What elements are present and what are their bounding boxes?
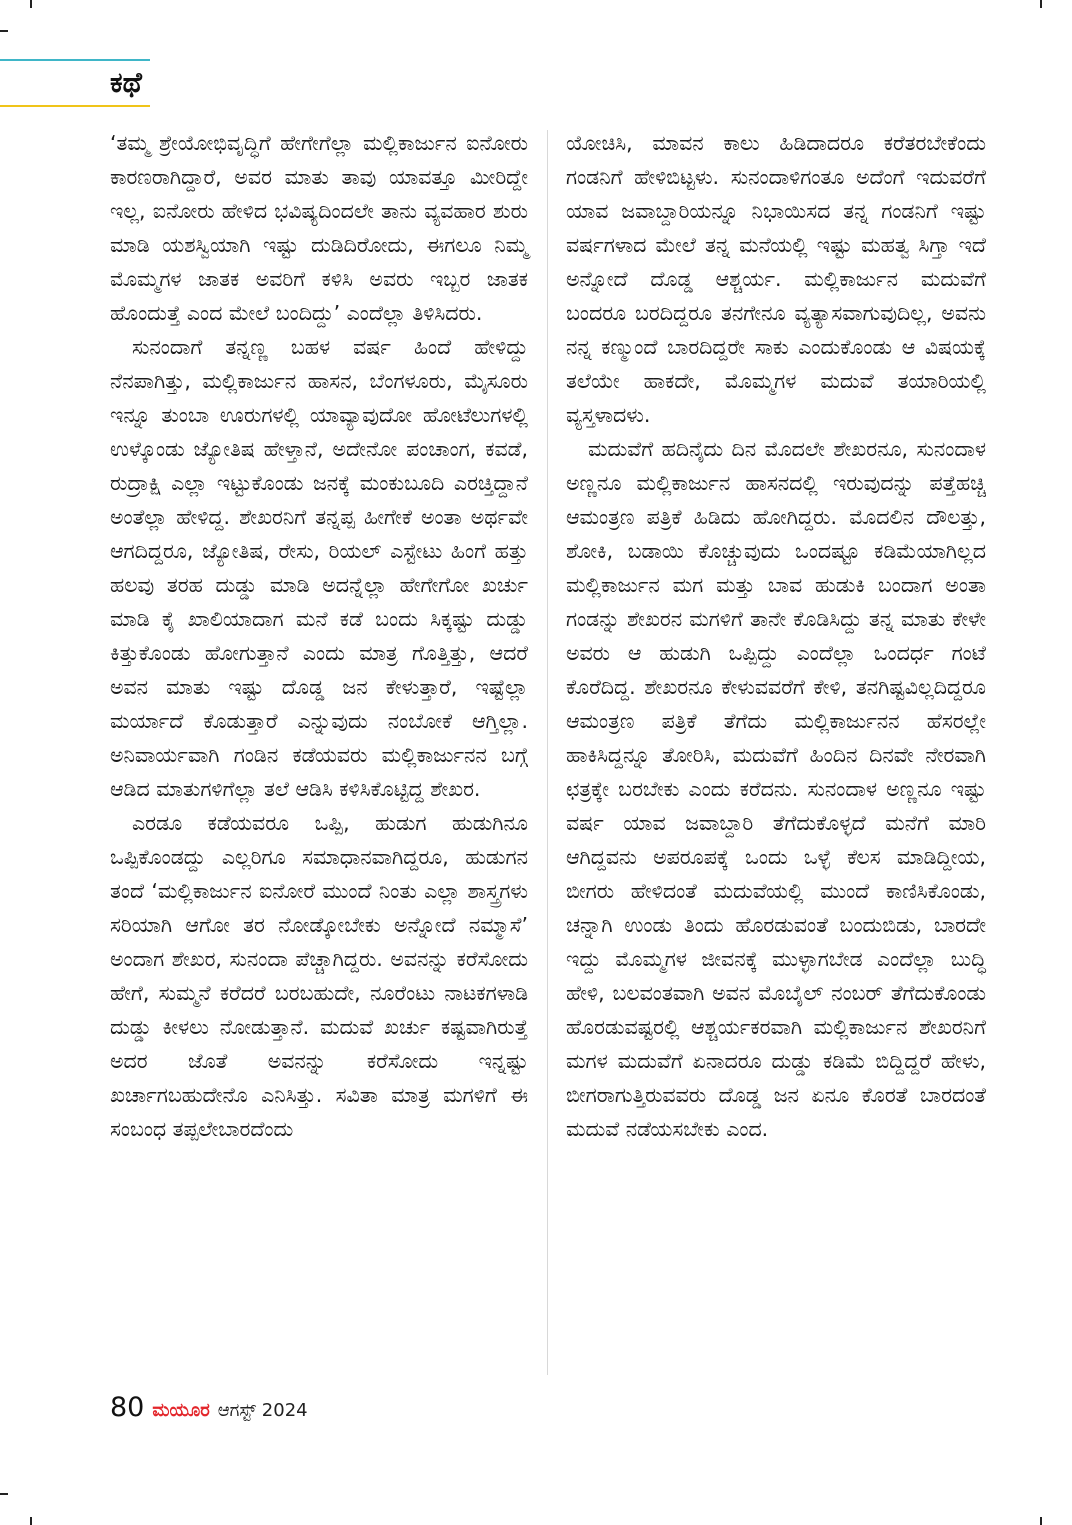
crop-mark-left-bottom (0, 1493, 8, 1495)
paragraph: ಎರಡೂ ಕಡೆಯವರೂ ಒಪ್ಪಿ, ಹುಡುಗ ಹುಡುಗಿನೂ ಒಪ್ಪಿಕೊಂಡದ್ದು ಎಲ್ಲರಿಗೂ ಸಮಾಧಾನವಾಗಿದ್ದರೂ, ಹುಡುಗನ ತಂದೆ ‘ಮಲ್ಲಿಕಾರ್ಜುನ ಐನೋರೆ ಮುಂದೆ ನಿಂತು ಎಲ್ಲಾ ಶಾಸ್ತ್ರಗಳು ಸರಿಯಾಗಿ ಆಗೋ ತರ ನೋಡ್ಕೋಬೇಕು ಅನ್ನೋದೆ ನಮ್ಮಾಸೆ’ ಅಂದಾಗ ಶೇಖರ, ಸುನಂದಾ ಪೆಚ್ಚಾಗಿದ್ದರು. ಅವನನ್ನು ಕರೆಸೋದು ಹೇಗೆ, ಸುಮ್ಮನೆ ಕರೆದರೆ ಬರಬಹುದೇ, ನೂರೆಂಟು ನಾಟಕಗಳಾಡಿ ದುಡ್ಡು ಕೀಳಲು ನೋಡುತ್ತಾನೆ. ಮದುವೆ ಖರ್ಚು ಕಷ್ಟವಾಗಿರುತ್ತೆ ಅದರ ಜೊತೆ ಅವನನ್ನು ಕರೆಸೋದು ಇನ್ನಷ್ಟು ಖರ್ಚಾಗಬಹುದೇನೊ ಎನಿಸಿತ್ತು. ಸವಿತಾ ಮಾತ್ರ ಮಗಳಿಗೆ ಈ ಸಂಬಂಧ ತಪ್ಪಲೇಬಾರದೆಂದು (110, 811, 528, 1141)
paragraph: ಮದುವೆಗೆ ಹದಿನೈದು ದಿನ ಮೊದಲೇ ಶೇಖರನೂ, ಸುನಂದಾಳ ಅಣ್ಣನೂ ಮಲ್ಲಿಕಾರ್ಜುನ ಹಾಸನದಲ್ಲಿ ಇರುವುದನ್ನು ಪತ್ತೆಹಚ್ಚಿ ಆಮಂತ್ರಣ ಪತ್ರಿಕೆ ಹಿಡಿದು ಹೋಗಿದ್ದರು. ಮೊದಲಿನ ದೌಲತ್ತು, ಶೋಕಿ, ಬಡಾಯಿ ಕೊಚ್ಚುವುದು ಒಂದಷ್ಟೂ ಕಡಿಮೆಯಾಗಿಲ್ಲದ ಮಲ್ಲಿಕಾರ್ಜುನ ಮಗ ಮತ್ತು ಬಾವ ಹುಡುಕಿ ಬಂದಾಗ ಅಂತಾ ಗಂಡನ್ನು ಶೇಖರನ ಮಗಳಿಗೆ ತಾನೇ ಕೊಡಿಸಿದ್ದು ತನ್ನ ಮಾತು ಕೇಳೇ ಅವರು ಆ ಹುಡುಗಿ ಒಪ್ಪಿದ್ದು ಎಂದೆಲ್ಲಾ ಒಂದರ್ಧ ಗಂಟೆ ಕೊರೆದಿದ್ದ. ಶೇಖರನೂ ಕೇಳುವವರೆಗೆ ಕೇಳಿ, ತನಗಿಷ್ಟವಿಲ್ಲದಿದ್ದರೂ ಆಮಂತ್ರಣ ಪತ್ರಿಕೆ ತೆಗೆದು ಮಲ್ಲಿಕಾರ್ಜುನನ ಹೆಸರಲ್ಲೇ ಹಾಕಿಸಿದ್ದನ್ನೂ ತೋರಿಸಿ, ಮದುವೆಗೆ ಹಿಂದಿನ ದಿನವೇ ನೇರವಾಗಿ ಛತ್ರಕ್ಕೇ ಬರಬೇಕು ಎಂದು ಕರೆದನು. ಸುನಂದಾಳ ಅಣ್ಣನೂ ಇಷ್ಟು ವರ್ಷ ಯಾವ ಜವಾಬ್ದಾರಿ ತೆಗೆದುಕೊಳ್ಳದೆ ಮನೆಗೆ ಮಾರಿ ಆಗಿದ್ದವನು ಅಪರೂಪಕ್ಕೆ ಒಂದು ಒಳ್ಳೆ ಕೆಲಸ ಮಾಡಿದ್ದೀಯ, ಬೀಗರು ಹೇಳಿದಂತೆ ಮದುವೆಯಲ್ಲಿ ಮುಂದೆ ಕಾಣಿಸಿಕೊಂಡು, ಚನ್ನಾಗಿ ಉಂಡು ತಿಂದು ಹೊರಡುವಂತೆ ಬಂದುಬಿಡು, ಬಾರದೇ ಇದ್ದು ಮೊಮ್ಮಗಳ ಜೀವನಕ್ಕೆ ಮುಳ್ಳಾಗಬೇಡ ಎಂದೆಲ್ಲಾ ಬುದ್ಧಿ ಹೇಳಿ, ಬಲವಂತವಾಗಿ ಅವನ ಮೊಬೈಲ್ ನಂಬರ್ ತೆಗೆದುಕೊಂಡು ಹೊರಡುವಷ್ಟರಲ್ಲಿ ಆಶ್ಚರ್ಯಕರವಾಗಿ ಮಲ್ಲಿಕಾರ್ಜುನ ಶೇಖರನಿಗೆ ಮಗಳ ಮದುವೆಗೆ ಏನಾದರೂ ದುಡ್ಡು ಕಡಿಮೆ ಬಿದ್ದಿದ್ದರೆ ಹೇಳು, ಬೀಗರಾಗುತ್ತಿರುವವರು ದೊಡ್ಡ ಜನ ಏನೂ ಕೊರತೆ ಬಾರದಂತೆ ಮದುವೆ ನಡೆಯಸಬೇಕು ಎಂದ. (566, 437, 986, 1141)
paragraph: ‘ತಮ್ಮ ಶ್ರೇಯೋಭಿವೃದ್ಧಿಗೆ ಹೇಗೇಗೆಲ್ಲಾ ಮಲ್ಲಿಕಾರ್ಜುನ ಐನೋರು ಕಾರಣರಾಗಿದ್ದಾರೆ, ಅವರ ಮಾತು ತಾವು ಯಾವತ್ತೂ ಮೀರಿದ್ದೇ ಇಲ್ಲ, ಐನೋರು ಹೇಳಿದ ಭವಿಷ್ಯದಿಂದಲೇ ತಾನು ವ್ಯವಹಾರ ಶುರು ಮಾಡಿ ಯಶಸ್ವಿಯಾಗಿ ಇಷ್ಟು ದುಡಿದಿರೋದು, ಈಗಲೂ ನಿಮ್ಮ ಮೊಮ್ಮಗಳ ಜಾತಕ ಅವರಿಗೆ ಕಳಿಸಿ ಅವರು ಇಬ್ಬರ ಜಾತಕ ಹೊಂದುತ್ತೆ ಎಂದ ಮೇಲೆ ಬಂದಿದ್ದು’ ಎಂದೆಲ್ಲಾ ತಿಳಿಸಿದರು. (110, 131, 528, 325)
crop-mark-bottom-right (1040, 1517, 1042, 1525)
page-number: 80 (110, 1392, 145, 1423)
crop-mark-top-right (1040, 0, 1042, 8)
crop-mark-top-left (30, 0, 32, 8)
section-title: ಕಥೆ (110, 66, 142, 99)
magazine-logo: ಮಯೂರ (152, 1400, 210, 1421)
crop-mark-bottom-left (30, 1517, 32, 1525)
crop-mark-left-top (0, 30, 8, 32)
column-divider (547, 130, 548, 1375)
issue-date: ಆಗಸ್ಟ್ 2024 (217, 1400, 308, 1421)
section-rule-bottom (0, 105, 150, 107)
paragraph: ಸುನಂದಾಗೆ ತನ್ನಣ್ಣ ಬಹಳ ವರ್ಷ ಹಿಂದೆ ಹೇಳಿದ್ದು ನೆನಪಾಗಿತ್ತು, ಮಲ್ಲಿಕಾರ್ಜುನ ಹಾಸನ, ಬೆಂಗಳೂರು, ಮೈಸೂರು ಇನ್ನೂ ತುಂಬಾ ಊರುಗಳಲ್ಲಿ ಯಾವ್ಯಾವುದೋ ಹೋಟೆಲುಗಳಲ್ಲಿ ಉಳ್ಕೊಂಡು ಜ್ಯೋತಿಷ ಹೇಳ್ತಾನೆ, ಅದೇನೋ ಪಂಚಾಂಗ, ಕವಡೆ, ರುದ್ರಾಕ್ಷಿ ಎಲ್ಲಾ ಇಟ್ಟುಕೊಂಡು ಜನಕ್ಕೆ ಮಂಕುಬೂದಿ ಎರಚ್ತಿದ್ದಾನೆ ಅಂತೆಲ್ಲಾ ಹೇಳಿದ್ದ. ಶೇಖರನಿಗೆ ತನ್ನಪ್ಪ ಹೀಗೇಕೆ ಅಂತಾ ಅರ್ಥವೇ ಆಗದಿದ್ದರೂ, ಜ್ಯೋತಿಷ, ರೇಸು, ರಿಯಲ್ ಎಸ್ಟೇಟು ಹಿಂಗೆ ಹತ್ತು ಹಲವು ತರಹ ದುಡ್ಡು ಮಾಡಿ ಅದನ್ನೆಲ್ಲಾ ಹೇಗೇಗೋ ಖರ್ಚು ಮಾಡಿ ಕೈ ಖಾಲಿಯಾದಾಗ ಮನೆ ಕಡೆ ಬಂದು ಸಿಕ್ಕಷ್ಟು ದುಡ್ಡು ಕಿತ್ತುಕೊಂಡು ಹೋಗುತ್ತಾನೆ ಎಂದು ಮಾತ್ರ ಗೊತ್ತಿತ್ತು, ಆದರೆ ಅವನ ಮಾತು ಇಷ್ಟು ದೊಡ್ಡ ಜನ ಕೇಳುತ್ತಾರೆ, ಇಷ್ಟೆಲ್ಲಾ ಮರ್ಯಾದೆ ಕೊಡುತ್ತಾರೆ ಎನ್ನುವುದು ನಂಬೋಕೆ ಆಗ್ತಿಲ್ಲಾ. ಅನಿವಾರ್ಯವಾಗಿ ಗಂಡಿನ ಕಡೆಯವರು ಮಲ್ಲಿಕಾರ್ಜುನನ ಬಗ್ಗೆ ಆಡಿದ ಮಾತುಗಳಿಗೆಲ್ಲಾ ತಲೆ ಆಡಿಸಿ ಕಳಿಸಿಕೊಟ್ಟಿದ್ದ ಶೇಖರ. (110, 335, 528, 801)
article-column-left (110, 126, 528, 1146)
article-column-right (566, 126, 986, 1146)
paragraph: ಯೋಚಿಸಿ, ಮಾವನ ಕಾಲು ಹಿಡಿದಾದರೂ ಕರೆತರಬೇಕೆಂದು ಗಂಡನಿಗೆ ಹೇಳಿಬಿಟ್ಟಳು. ಸುನಂದಾಳಿಗಂತೂ ಅದೆಂಗೆ ಇದುವರೆಗೆ ಯಾವ ಜವಾಬ್ದಾರಿಯನ್ನೂ ನಿಭಾಯಿಸದ ತನ್ನ ಗಂಡನಿಗೆ ಇಷ್ಟು ವರ್ಷಗಳಾದ ಮೇಲೆ ತನ್ನ ಮನೆಯಲ್ಲಿ ಇಷ್ಟು ಮಹತ್ವ ಸಿಗ್ತಾ ಇದೆ ಅನ್ನೋದೆ ದೊಡ್ಡ ಆಶ್ಚರ್ಯ. ಮಲ್ಲಿಕಾರ್ಜುನ ಮದುವೆಗೆ ಬಂದರೂ ಬರದಿದ್ದರೂ ತನಗೇನೂ ವ್ಯತ್ಯಾಸವಾಗುವುದಿಲ್ಲ, ಅವನು ನನ್ನ ಕಣ್ಮುಂದೆ ಬಾರದಿದ್ದರೇ ಸಾಕು ಎಂದುಕೊಂಡು ಆ ವಿಷಯಕ್ಕೆ ತಲೆಯೇ ಹಾಕದೇ, ಮೊಮ್ಮಗಳ ಮದುವೆ ತಯಾರಿಯಲ್ಲಿ ವ್ಯಸ್ತಳಾದಳು. (566, 131, 986, 427)
page-footer (110, 1392, 308, 1428)
section-rule-top (0, 59, 150, 61)
